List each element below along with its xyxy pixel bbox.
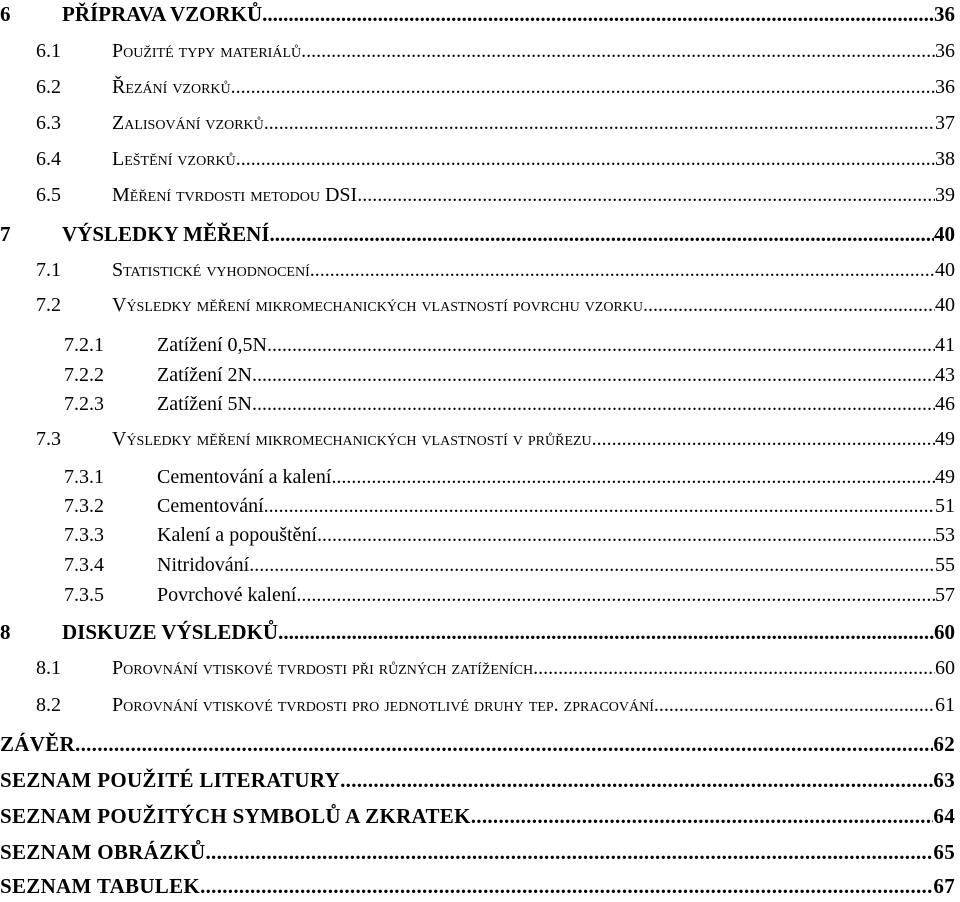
- toc-entry-7-3-1[interactable]: [0, 466, 955, 489]
- toc-title: Statistické vyhodnocení: [112, 259, 310, 281]
- toc-title: SEZNAM TABULEK: [0, 874, 201, 898]
- toc-title: Výsledky měření mikromechanických vlastností povrchu vzorku: [112, 294, 644, 316]
- toc-page: 64: [933, 804, 955, 828]
- toc-number: 6.5: [36, 184, 61, 206]
- toc-page: 57: [935, 584, 955, 606]
- toc-entry-zaver[interactable]: [0, 732, 955, 757]
- toc-title: Nitridování: [157, 554, 250, 576]
- toc-number: 8: [0, 620, 11, 644]
- toc-leader: [654, 694, 935, 717]
- toc-number: 6: [0, 2, 11, 26]
- toc-page: 60: [934, 620, 955, 644]
- toc-number: 6.2: [36, 76, 61, 98]
- toc-entry-7-1[interactable]: [0, 259, 955, 282]
- toc-leader: [317, 524, 935, 547]
- toc-page: 37: [935, 112, 955, 134]
- toc-leader: [262, 2, 934, 27]
- toc-number: 7.3.2: [64, 495, 104, 517]
- toc-number: 7: [0, 222, 11, 246]
- toc-page: 62: [933, 732, 955, 756]
- toc-title: Zatížení 0,5N: [157, 334, 267, 356]
- toc-title: ZÁVĚR: [0, 732, 76, 756]
- toc-page: 40: [935, 294, 955, 316]
- toc-leader: [205, 840, 933, 865]
- toc-page: 39: [935, 184, 955, 206]
- toc-title: DISKUZE VÝSLEDKŮ: [62, 620, 279, 644]
- toc-leader: [301, 40, 935, 63]
- toc-entry-chapter-8[interactable]: [0, 620, 955, 645]
- toc-leader: [310, 259, 935, 282]
- toc-number: 7.3.1: [64, 466, 104, 488]
- toc-number: 7.3.4: [64, 554, 104, 576]
- toc-number: 7.1: [36, 259, 61, 281]
- toc-page: 63: [933, 768, 955, 792]
- toc-leader: [264, 495, 935, 518]
- toc-leader: [357, 184, 935, 207]
- toc-number: 6.4: [36, 148, 61, 170]
- toc-number: 6.1: [36, 40, 61, 62]
- toc-leader: [231, 76, 935, 99]
- toc-entry-7-3-3[interactable]: [0, 524, 955, 547]
- toc-entry-8-2[interactable]: [0, 694, 955, 717]
- toc-number: 7.3: [36, 428, 61, 450]
- toc-title: PŘÍPRAVA VZORKŮ: [62, 2, 263, 26]
- toc-page: 49: [935, 428, 955, 450]
- toc-number: 7.3.3: [64, 524, 104, 546]
- toc-page: 49: [935, 466, 955, 488]
- toc-number: 7.2.1: [64, 334, 104, 356]
- toc-entry-tabulky[interactable]: [0, 874, 955, 899]
- toc-leader: [533, 657, 935, 680]
- toc-page: 40: [934, 222, 955, 246]
- toc-leader: [236, 148, 935, 171]
- toc-page: 53: [935, 524, 955, 546]
- toc-title: Leštění vzorků: [112, 148, 236, 170]
- toc-leader: [592, 428, 935, 451]
- toc-title: Použité typy materiálů: [112, 40, 302, 62]
- toc-entry-chapter-7[interactable]: [0, 222, 955, 247]
- toc-title: SEZNAM POUŽITÝCH SYMBOLŮ A ZKRATEK: [0, 804, 471, 828]
- toc-leader: [200, 874, 933, 899]
- toc-title: Porovnání vtiskové tvrdosti při různých zatíženích: [112, 657, 534, 679]
- toc-leader: [270, 222, 935, 247]
- toc-page: 38: [935, 148, 955, 170]
- toc-page: 61: [935, 694, 955, 716]
- toc-title: VÝSLEDKY MĚŘENÍ: [62, 222, 270, 246]
- toc-page: 36: [935, 40, 955, 62]
- toc-entry-chapter-6[interactable]: [0, 2, 955, 27]
- toc-leader: [252, 364, 935, 387]
- toc-number: 8.2: [36, 694, 61, 716]
- toc-title: Cementování: [157, 495, 264, 517]
- toc-page: 40: [935, 259, 955, 281]
- toc-leader: [252, 393, 935, 416]
- toc-page: 46: [935, 393, 955, 415]
- toc-title: Řezání vzorků: [112, 76, 231, 98]
- toc-page: 43: [935, 364, 955, 386]
- toc-leader: [75, 732, 933, 757]
- toc-entry-7-2-1[interactable]: [0, 334, 955, 357]
- toc-leader: [296, 584, 935, 607]
- toc-leader: [643, 294, 935, 317]
- toc-leader: [249, 554, 935, 577]
- toc-entry-8-1[interactable]: [0, 657, 955, 680]
- toc-page: 67: [933, 874, 955, 898]
- toc-entry-6-4[interactable]: [0, 148, 955, 171]
- toc-number: 7.2: [36, 294, 61, 316]
- toc-number: 6.3: [36, 112, 61, 134]
- toc-page: 51: [935, 495, 955, 517]
- toc-number: 8.1: [36, 657, 61, 679]
- toc-leader: [331, 466, 935, 489]
- toc-title: SEZNAM OBRÁZKŮ: [0, 840, 206, 864]
- toc-title: Zatížení 2N: [157, 364, 252, 386]
- toc-page: 36: [935, 76, 955, 98]
- toc-title: Měření tvrdosti metodou DSI: [112, 184, 358, 206]
- toc-title: Povrchové kalení: [157, 584, 297, 606]
- toc-entry-6-2[interactable]: [0, 76, 955, 99]
- toc-entry-7-3-5[interactable]: [0, 584, 955, 607]
- toc-page: 36: [934, 2, 955, 26]
- toc-title: SEZNAM POUŽITÉ LITERATURY: [0, 768, 341, 792]
- toc-leader: [471, 804, 934, 829]
- toc-entry-obrazky[interactable]: [0, 840, 955, 865]
- toc-title: Kalení a popouštění: [157, 524, 317, 546]
- toc-leader: [264, 112, 935, 135]
- toc-entry-7-2-2[interactable]: [0, 364, 955, 387]
- toc-entry-7-2[interactable]: [0, 294, 955, 317]
- toc-entry-7-3-4[interactable]: [0, 554, 955, 577]
- toc-page: 65: [933, 840, 955, 864]
- toc-page: 41: [935, 334, 955, 356]
- toc-title: Cementování a kalení: [157, 466, 332, 488]
- toc-title: Porovnání vtiskové tvrdosti pro jednotlivé druhy tep. zpracování: [112, 694, 654, 716]
- toc-entry-7-3-2[interactable]: [0, 495, 955, 518]
- toc-page: 55: [935, 554, 955, 576]
- toc-number: 7.2.2: [64, 364, 104, 386]
- toc-page: 60: [935, 657, 955, 679]
- toc-entry-6-1[interactable]: [0, 40, 955, 63]
- toc-title: Zalisování vzorků: [112, 112, 264, 134]
- toc-entry-symboly[interactable]: [0, 804, 955, 829]
- toc-number: 7.2.3: [64, 393, 104, 415]
- toc-leader: [278, 620, 934, 645]
- toc-leader: [340, 768, 933, 793]
- toc-number: 7.3.5: [64, 584, 104, 606]
- toc-entry-7-2-3[interactable]: [0, 393, 955, 416]
- toc-leader: [267, 334, 935, 357]
- toc-entry-6-5[interactable]: [0, 184, 955, 207]
- toc-entry-6-3[interactable]: [0, 112, 955, 135]
- toc-entry-literatura[interactable]: [0, 768, 955, 793]
- toc-entry-7-3[interactable]: [0, 428, 955, 451]
- toc-title: Zatížení 5N: [157, 393, 252, 415]
- toc-title: Výsledky měření mikromechanických vlastností v průřezu: [112, 428, 592, 450]
